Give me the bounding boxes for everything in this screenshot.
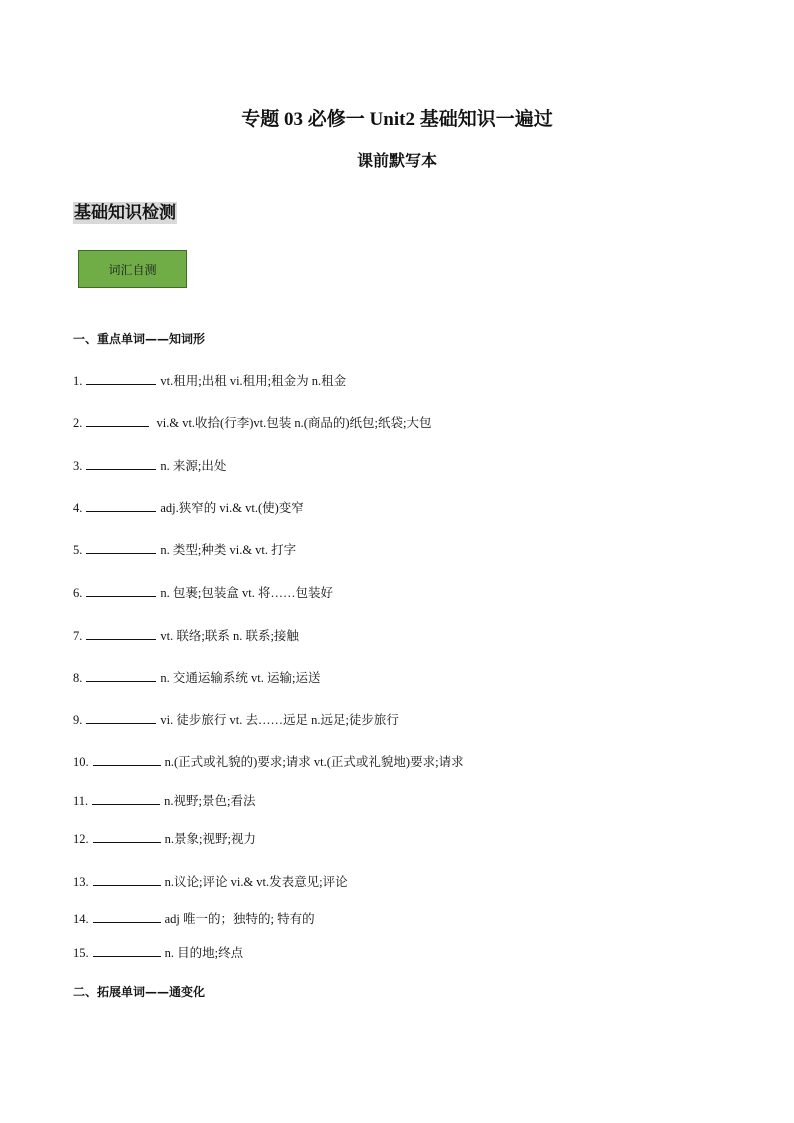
item-definition: adj 唯一的；独特的; 特有的 (164, 912, 315, 926)
vocab-item-13 (73, 873, 348, 890)
item-definition: n. 目的地;终点 (164, 946, 244, 960)
tag-label: 词汇自测 (108, 262, 157, 277)
item-number: 14. (73, 912, 89, 926)
answer-blank (86, 627, 156, 640)
vocab-item-9 (73, 711, 399, 728)
item-definition: vi.& vt.收拾(行李)vt.包装 n.(商品的)纸包;纸袋;大包 (153, 416, 432, 430)
item-number: 12. (73, 832, 89, 846)
item-number: 3. (73, 459, 83, 473)
item-definition: n. 来源;出处 (160, 459, 227, 473)
item-number: 13. (73, 875, 89, 889)
item-number: 8. (73, 671, 83, 685)
vocab-item-1 (73, 372, 346, 389)
answer-blank (93, 873, 161, 886)
item-definition: n.议论;评论 vi.& vt.发表意见;评论 (164, 875, 348, 889)
vocab-item-6 (73, 584, 333, 601)
vocab-item-2 (73, 414, 432, 431)
item-definition: n.(正式或礼貌的)要求;请求 vt.(正式或礼貌地)要求;请求 (164, 755, 464, 769)
answer-blank (86, 541, 156, 554)
document-title: 专题 03 必修一 Unit2 基础知识一遍过 (241, 109, 553, 130)
answer-blank (92, 792, 160, 805)
item-number: 6. (73, 586, 83, 600)
answer-blank (93, 910, 161, 923)
item-definition: n. 类型;种类 vi.& vt. 打字 (160, 543, 297, 557)
vocabulary-test-tag (78, 250, 187, 288)
vocab-item-15 (73, 944, 243, 961)
item-number: 15. (73, 946, 89, 960)
answer-blank (93, 944, 161, 957)
document-subtitle: 课前默写本 (356, 151, 437, 170)
vocab-item-7 (73, 627, 299, 644)
item-definition: vt. 联络;联系 n. 联系;接触 (160, 629, 299, 643)
answer-blank (86, 414, 149, 427)
item-number: 11. (73, 794, 89, 808)
vocab-item-3 (73, 457, 226, 474)
answer-blank (86, 584, 156, 597)
item-definition: n.景象;视野;视力 (164, 832, 256, 846)
vocab-item-5 (73, 541, 296, 558)
item-number: 4. (73, 501, 83, 515)
item-number: 2. (73, 416, 83, 430)
section-heading: 基础知识检测 (74, 203, 176, 223)
vocab-item-14 (73, 910, 315, 927)
item-definition: n. 交通运输系统 vt. 运输;运送 (160, 671, 321, 685)
part1-heading: 一、重点单词——知词形 (73, 332, 206, 346)
answer-blank (86, 669, 156, 682)
answer-blank (93, 830, 161, 843)
answer-blank (86, 711, 156, 724)
item-definition: n.视野;景色;看法 (164, 794, 256, 808)
item-definition: n. 包裹;包装盒 vt. 将……包装好 (160, 586, 333, 600)
item-definition: vt.租用;出租 vi.租用;租金为 n.租金 (160, 374, 347, 388)
vocab-item-4 (73, 499, 304, 516)
item-number: 9. (73, 713, 83, 727)
vocab-item-10 (73, 753, 464, 770)
vocab-item-8 (73, 669, 320, 686)
answer-blank (93, 753, 161, 766)
vocab-item-11 (73, 792, 256, 809)
item-number: 1. (73, 374, 83, 388)
item-definition: vi. 徒步旅行 vt. 去……远足 n.远足;徒步旅行 (160, 713, 399, 727)
part2-heading: 二、拓展单词——通变化 (73, 985, 206, 999)
item-number: 5. (73, 543, 83, 557)
item-number: 7. (73, 629, 83, 643)
item-definition: adj.狭窄的 vi.& vt.(使)变窄 (160, 501, 304, 515)
vocab-item-12 (73, 830, 256, 847)
answer-blank (86, 499, 156, 512)
answer-blank (86, 372, 156, 385)
answer-blank (86, 457, 156, 470)
item-number: 10. (73, 755, 89, 769)
